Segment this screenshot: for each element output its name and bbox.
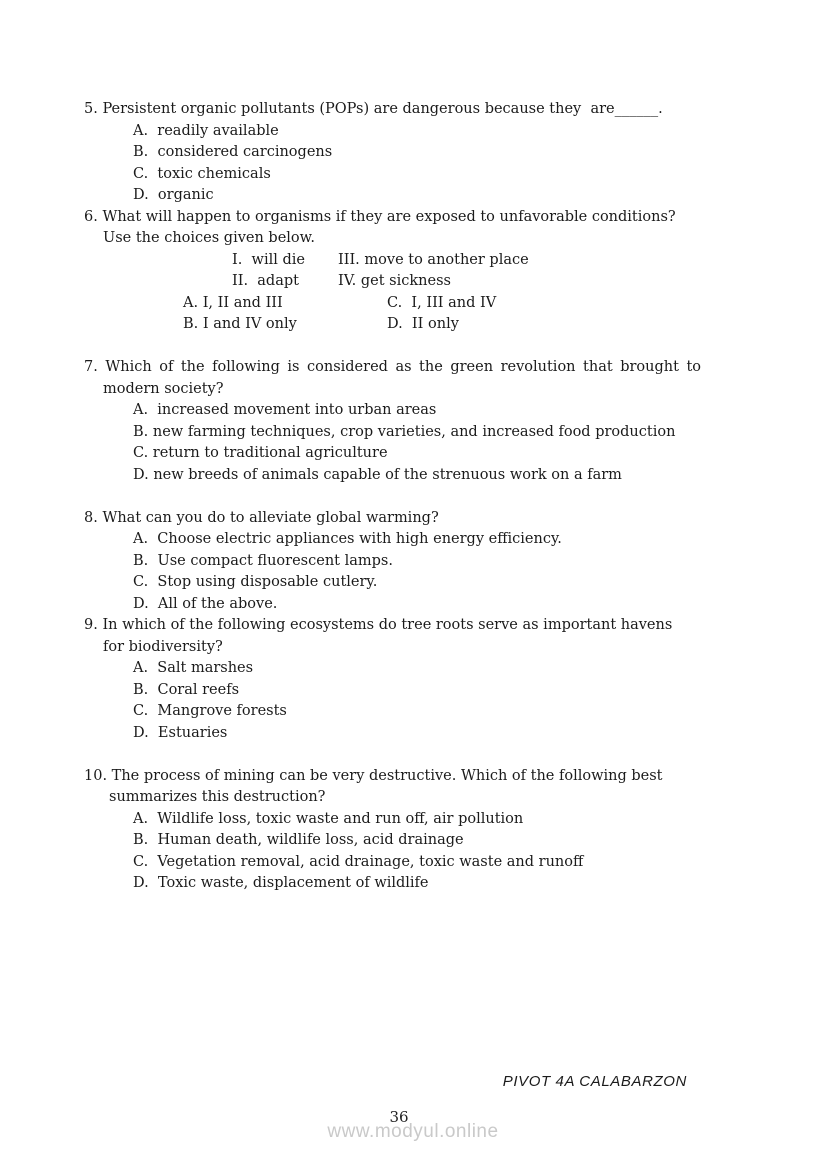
choice-iv: IV. get sickness: [338, 273, 451, 289]
footer-brand: PIVOT 4A CALABARZON: [502, 1073, 687, 1090]
question-10-option-a: A. Wildlife loss, toxic waste and run off, air pollution: [133, 810, 524, 827]
question-6-choices-row-2: [84, 271, 701, 293]
question-8: [84, 508, 701, 616]
question-9-stem-line-2: for biodiversity?: [103, 638, 223, 655]
question-5-stem: 5. Persistent organic pollutants (POPs) are dangerous because they are______.: [84, 101, 663, 117]
question-6-choices-row-1: [84, 250, 701, 272]
question-9-option-a: A. Salt marshes: [133, 660, 254, 676]
question-6-option-d: D. II only: [387, 316, 459, 332]
question-5-option-b: B. considered carcinogens: [133, 144, 333, 160]
quiz-content: [84, 99, 701, 895]
question-8-stem: 8. What can you do to alleviate global warming?: [84, 509, 439, 526]
question-9-option-c: C. Mangrove forests: [133, 703, 287, 719]
question-10-stem-line-2: summarizes this destruction?: [109, 789, 326, 805]
question-9-option-b: B. Coral reefs: [133, 681, 240, 698]
question-6-stem-line-2: Use the choices given below.: [103, 230, 315, 246]
question-6-option-c: C. I, III and IV: [387, 294, 497, 311]
question-5-option-a: A. readily available: [133, 122, 279, 139]
question-5: [84, 99, 701, 207]
question-8-option-b: B. Use compact fluorescent lamps.: [133, 552, 393, 569]
question-10-stem: 10. The process of mining can be very destructive. Which of the following best: [84, 767, 663, 784]
question-5-option-d: D. organic: [133, 187, 214, 203]
page-number: 36: [389, 1108, 409, 1126]
choice-i: I. will die: [232, 251, 305, 268]
question-9-stem: 9. In which of the following ecosystems do tree roots serve as important havens: [84, 617, 673, 633]
question-9: [84, 615, 701, 744]
question-7-stem-line-2: modern society?: [103, 380, 224, 397]
question-6-options-row-1: [84, 293, 701, 315]
question-7-option-d: D. new breeds of animals capable of the strenuous work on a farm: [133, 466, 622, 483]
question-5-option-c: C. toxic chemicals: [133, 165, 271, 182]
question-6-option-a: A. I, II and III: [183, 294, 283, 311]
question-8-option-c: C. Stop using disposable cutlery.: [133, 574, 378, 590]
question-8-option-d: D. All of the above.: [133, 595, 278, 612]
question-10-option-b: B. Human death, wildlife loss, acid drainage: [133, 832, 464, 848]
question-7: [84, 357, 701, 486]
question-8-option-a: A. Choose electric appliances with high energy efficiency.: [133, 531, 562, 547]
spacer: [84, 744, 701, 766]
spacer: [84, 486, 701, 508]
choice-ii: II. adapt: [232, 273, 299, 289]
question-10: [84, 766, 701, 895]
question-7-option-b: B. new farming techniques, crop varieties, and increased food production: [133, 423, 676, 440]
question-6: [84, 207, 701, 336]
question-10-option-d: D. Toxic waste, displacement of wildlife: [133, 875, 429, 891]
question-6-option-b: B. I and IV only: [183, 316, 297, 332]
question-9-option-d: D. Estuaries: [133, 724, 228, 741]
question-6-options-row-2: [84, 314, 701, 336]
choice-iii: III. move to another place: [338, 251, 529, 268]
spacer: [84, 336, 701, 358]
question-10-option-c: C. Vegetation removal, acid drainage, toxic waste and runoff: [133, 853, 584, 870]
question-6-stem: 6. What will happen to organisms if they are exposed to unfavorable conditions?: [84, 208, 676, 225]
watermark: www.modyul.online: [327, 1121, 499, 1142]
question-7-option-a: A. increased movement into urban areas: [133, 402, 437, 418]
question-7-stem: 7. Which of the following is considered as the green revolution that brought to: [84, 359, 701, 375]
question-7-option-c: C. return to traditional agriculture: [133, 445, 388, 461]
